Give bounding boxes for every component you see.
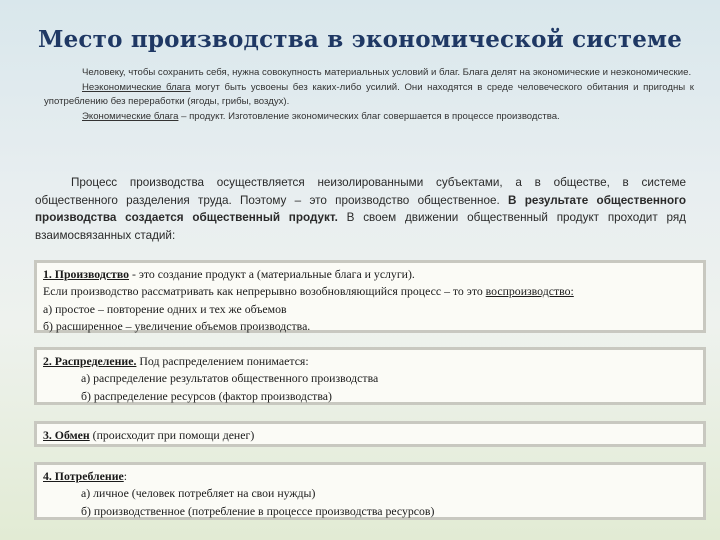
main-text-1: Процесс производства осуществляется неизолированными субъектами, а в обществе, в системе общественного разделения труда. Поэтому – это производство общественное. bbox=[35, 176, 686, 207]
stage-4-title: 4. Потребление bbox=[43, 469, 124, 483]
intro-block bbox=[44, 66, 694, 124]
main-text-2: В своем движении общественный продукт проходит ряд взаимосвязанных стадий: bbox=[35, 211, 686, 242]
main-text-bold: В результате общественного производства создается общественный продукт. bbox=[35, 193, 686, 225]
stage-1-heading-line bbox=[43, 266, 697, 283]
intro-paragraph-3 bbox=[44, 110, 694, 125]
intro-paragraph-2 bbox=[44, 81, 694, 110]
stage-box-distribution bbox=[34, 347, 706, 405]
term-reproduction: воспроизводство: bbox=[485, 284, 574, 299]
stage-4-heading-line bbox=[43, 468, 697, 485]
stage-2-line-3: б) распределение ресурсов (фактор производства) bbox=[81, 388, 332, 403]
stage-3-title-rest: (происходит при помощи денег) bbox=[89, 428, 255, 442]
stage-1-line-2 bbox=[43, 283, 697, 300]
stage-3-title: 3. Обмен bbox=[43, 428, 90, 442]
stage-2-heading-line bbox=[43, 353, 697, 370]
stage-4-line-3: б) производственное (потребление в процессе производства ресурсов) bbox=[81, 503, 435, 518]
stage-box-exchange bbox=[34, 421, 706, 447]
intro-paragraph-3-text: – продукт. Изготовление экономических благ совершается в процессе производства. bbox=[178, 110, 560, 122]
stage-box-production bbox=[34, 260, 706, 333]
stage-2-title: 2. Распределение. bbox=[43, 354, 137, 368]
stage-2-line-2: а) распределение результатов общественного производства bbox=[81, 371, 379, 386]
stage-1-title: 1. Производство bbox=[43, 267, 130, 281]
main-paragraph bbox=[35, 174, 686, 244]
stage-1-line-2-text: Если производство рассматривать как непрерывно возобновляющийся процесс – то это bbox=[43, 284, 486, 299]
stage-1-line-4: б) расширенное – увеличение объемов производства. bbox=[43, 319, 311, 334]
term-non-economic-goods: Неэкономические блага bbox=[82, 81, 191, 93]
stage-box-consumption bbox=[34, 462, 706, 520]
page-title: Место производства в экономической системе bbox=[37, 26, 683, 53]
stage-1-line-3: а) простое – повторение одних и тех же объемов bbox=[43, 301, 287, 316]
stage-4-title-rest: : bbox=[123, 469, 128, 483]
stage-1-title-rest: - это создание продукт а (материальные блага и услуги). bbox=[129, 267, 415, 281]
intro-paragraph-1: Человеку, чтобы сохранить себя, нужна совокупность материальных условий и благ. Блага делят на экономические и неэкономические. bbox=[82, 67, 692, 78]
stage-2-title-rest: Под распределением понимается: bbox=[136, 354, 309, 368]
term-economic-goods: Экономические блага bbox=[82, 110, 179, 122]
stage-4-line-2: а) личное (человек потребляет на свои нужды) bbox=[81, 486, 316, 501]
intro-paragraph-2-text: могут быть усвоены без каких-либо усилий. Они находятся в среде человеческого обитания и пригодны к употреблению без переработки (ягоды, грибы, воздух). bbox=[44, 81, 694, 108]
stage-3-heading-line bbox=[43, 427, 697, 444]
